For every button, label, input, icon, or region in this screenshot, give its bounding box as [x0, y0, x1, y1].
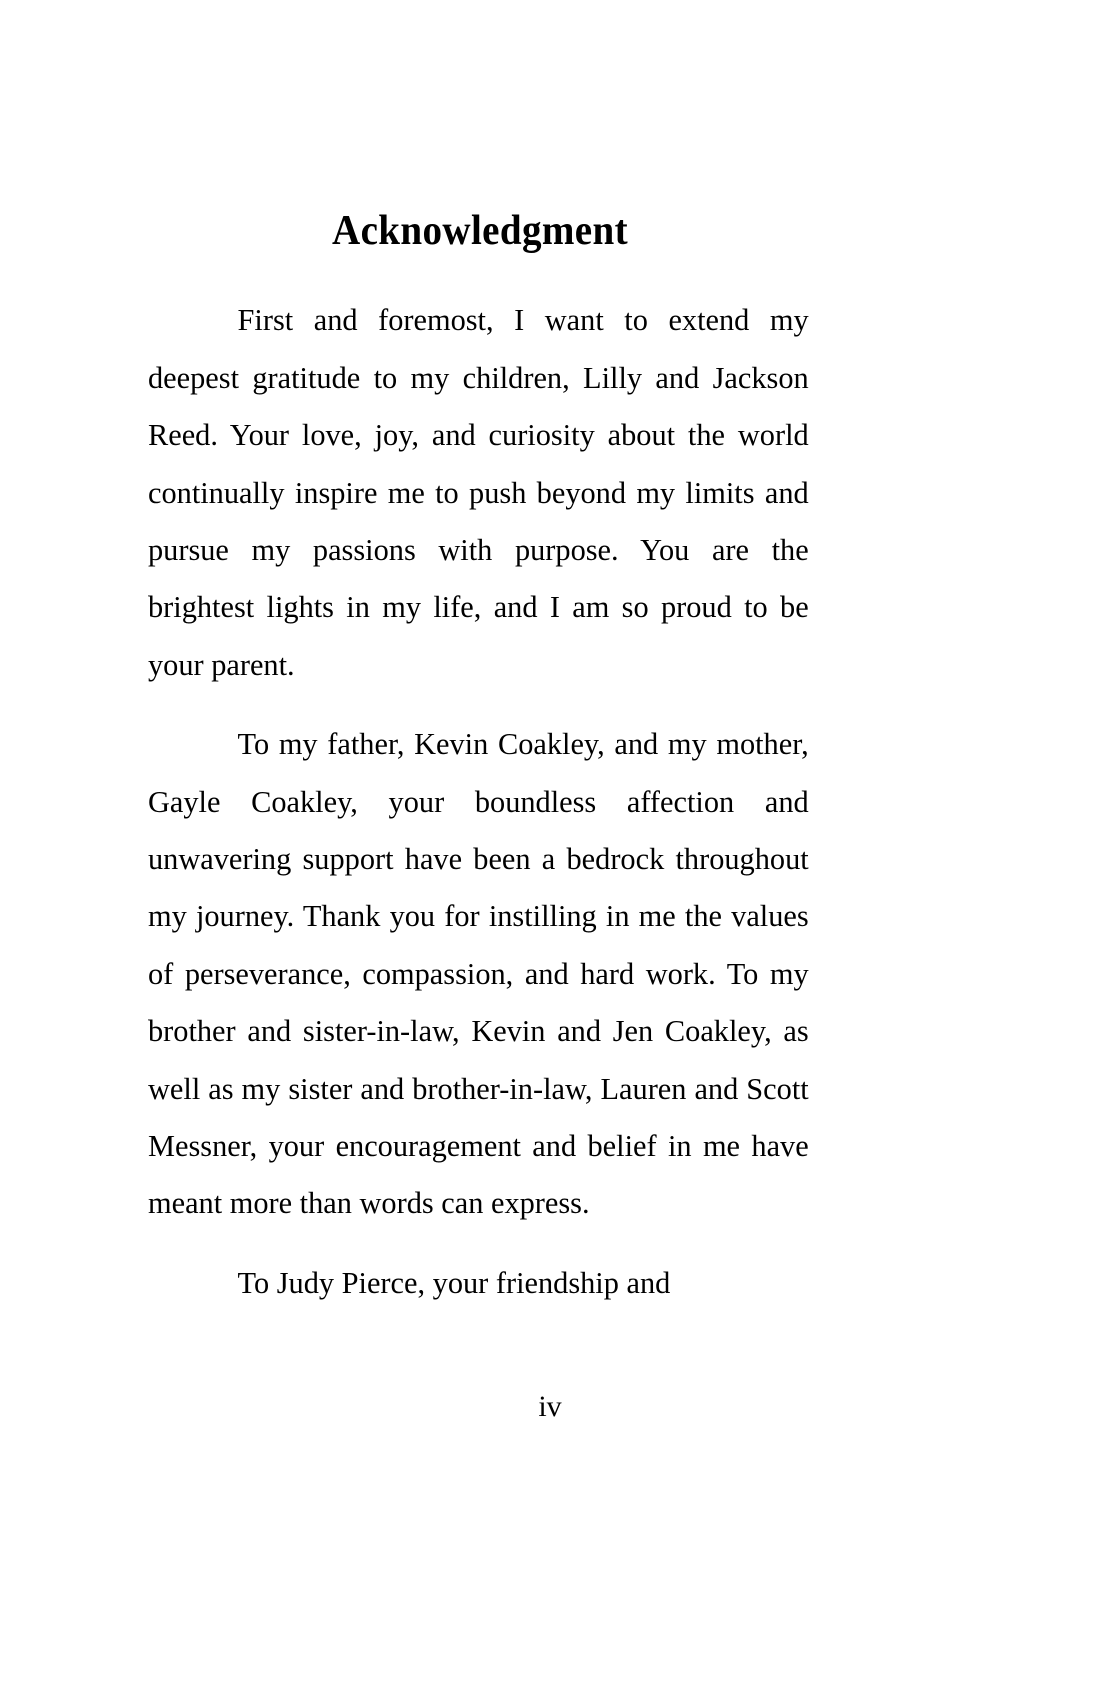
page-title: Acknowledgment	[331, 208, 628, 254]
paragraph-1: First and foremost, I want to extend my deepest gratitude to my children, Lilly and Jackson Reed. Your love, joy, and curiosity about the world continually inspire me to push beyond my limits and pursue my passions with purpose. You are the brightest lights in my life, and I am so proud to be your parent.	[148, 303, 809, 682]
paragraph-3: To Judy Pierce, your friendship and	[237, 1265, 671, 1300]
paragraph-2: To my father, Kevin Coakley, and my mother, Gayle Coakley, your boundless affection and unwavering support have been a bedrock throughout my journey. Thank you for instilling in me the values of perseverance, compassion, and hard work. To my brother and sister-in-law, Kevin and Jen Coakley, as well as my sister and brother-in-law, Lauren and Scott Messner, your encouragement and belief in me have meant more than words can express.	[148, 727, 809, 1221]
body-text-block	[148, 292, 812, 1312]
page-number-folio: iv	[538, 1390, 562, 1423]
page-content-column	[148, 0, 812, 1312]
